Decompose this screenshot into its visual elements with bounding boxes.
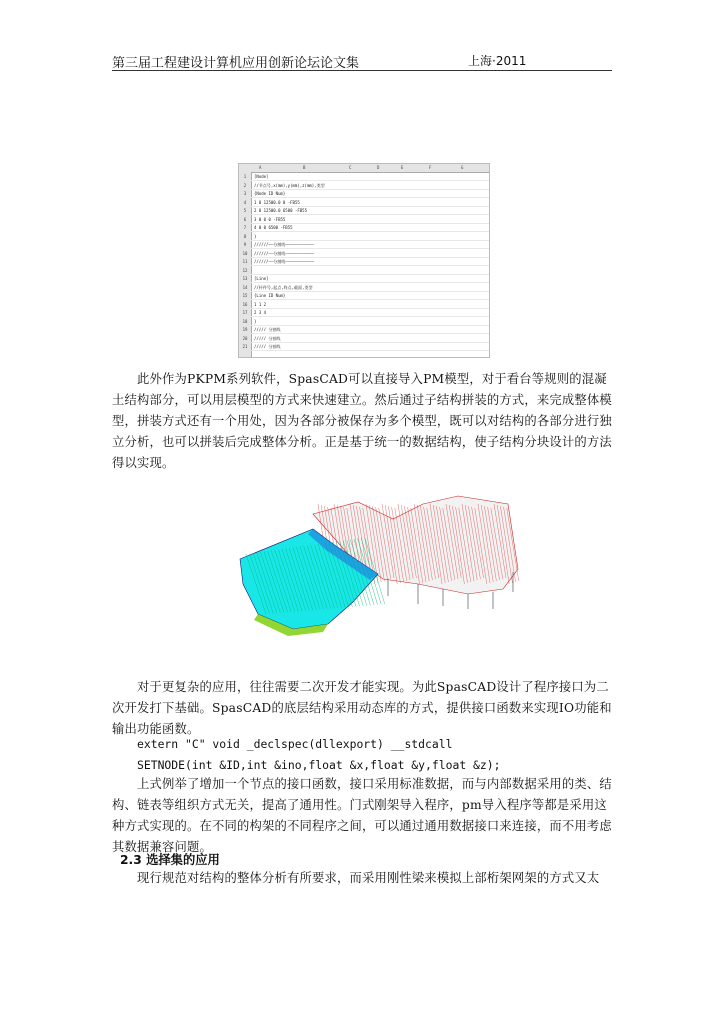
column-label: G <box>461 165 464 170</box>
row-number: 11 <box>242 259 248 264</box>
row-number: 14 <box>242 284 248 290</box>
paragraph-2 <box>112 677 612 740</box>
cell-text: //节点号,x(mm),y(mm),z(mm),类型 <box>254 182 325 188</box>
row-number: 10 <box>242 250 248 256</box>
row-number: 18 <box>242 318 248 324</box>
paragraph-3 <box>112 774 612 858</box>
row-number: 15 <box>242 293 248 298</box>
cell-text: 1 1 2 <box>254 301 267 307</box>
row-number: 1 <box>243 174 247 179</box>
paragraph-text: 此外作为PKPM系列软件，SpasCAD可以直接导入PM模型，对于看台等规则的混凝土结构部分，可以用层模型的方式来快速建立。然后通过子结构拼装的方式，来完成整体模型，拼装方式还有一个用处，因为各部分被保存为多个模型，既可以对结构的各部分进行独立分析，也可以拼装后完成整体分析。正是基于统一的数据结构，使子结构分块设计的方法得以实现。 <box>112 372 612 470</box>
spreadsheet-row <box>251 301 489 309</box>
spreadsheet-row <box>251 258 489 266</box>
column-label: B <box>303 165 306 170</box>
spreadsheet-column-header <box>239 164 489 173</box>
spreadsheet-row <box>251 284 489 292</box>
row-number: 20 <box>242 335 248 341</box>
cell-text: } <box>254 233 257 239</box>
code-line-2: SETNODE(int &ID,int &ino,float &x,float &y,float &z); <box>137 758 501 772</box>
cell-text: ///// 分割线 <box>254 327 281 332</box>
spreadsheet-row <box>251 309 489 317</box>
column-label: F <box>429 165 432 170</box>
column-label: D <box>377 165 380 170</box>
spreadsheet-row <box>251 250 489 258</box>
cell-text: //////——分割线———————————— <box>254 259 315 264</box>
row-number: 9 <box>243 242 247 247</box>
cell-text: } <box>254 318 257 324</box>
paragraph-4 <box>112 868 612 889</box>
spreadsheet-row <box>251 233 489 241</box>
spreadsheet-row <box>251 207 489 215</box>
row-number: 6 <box>243 216 247 222</box>
row-number: 8 <box>243 233 247 239</box>
column-label: E <box>401 165 404 170</box>
spreadsheet-row <box>251 267 489 275</box>
header-title: 第三届工程建设计算机应用创新论坛论文集 <box>112 56 360 71</box>
row-number: 4 <box>243 199 247 205</box>
spreadsheet-row <box>251 199 489 207</box>
paragraph-text: 上式例举了增加一个节点的接口函数，接口采用标准数据，而与内部数据采用的类、结构、链表等组织方式无关，提高了通用性。门式刚架导入程序，pm导入程序等都是采用这种方式实现的。在不同的构架的不同程序之间，可以通过通用数据接口来连接，而不用考虑其数据兼容问题。 <box>112 777 612 854</box>
header-location-year: 上海·2011 <box>468 54 527 68</box>
spreadsheet-row <box>251 292 489 300</box>
spreadsheet-row <box>251 335 489 343</box>
cell-text: ///// 分割线 <box>254 344 281 349</box>
spreadsheet-row <box>251 318 489 326</box>
row-number: 19 <box>242 327 248 332</box>
paragraph-text: 对于更复杂的应用，往往需要二次开发才能实现。为此SpasCAD设计了程序接口为二次开发打下基础。SpasCAD的底层结构采用动态库的方式，提供接口函数来实现IO功能和输出功能函数。 <box>112 680 612 736</box>
spreadsheet-row <box>251 343 489 351</box>
row-number: 7 <box>243 225 247 230</box>
row-number: 21 <box>242 344 248 349</box>
spreadsheet-row <box>251 190 489 198</box>
cell-text: ///// 分割线 <box>254 335 281 341</box>
spreadsheet-row <box>251 216 489 224</box>
cell-text: {Node ID Num} <box>254 191 286 196</box>
row-number: 17 <box>242 310 248 315</box>
spreadsheet-row <box>251 275 489 283</box>
cell-text: [Node] <box>254 174 269 179</box>
row-number: 12 <box>242 267 248 273</box>
row-number: 13 <box>242 276 248 281</box>
spreadsheet-figure <box>238 163 490 358</box>
row-number: 5 <box>243 208 247 213</box>
spreadsheet-row <box>251 224 489 232</box>
paragraph-text: 现行规范对结构的整体分析有所要求，而采用刚性梁来模拟上部桁架网架的方式又太 <box>137 871 600 885</box>
cell-text: 3 0 0 0 -FB55 <box>254 216 286 222</box>
cell-text: 4 0 0 6500 -FB55 <box>254 225 293 230</box>
cell-text: [Line] <box>254 276 269 281</box>
spreadsheet-row <box>251 326 489 334</box>
column-label: A <box>259 165 262 170</box>
row-number: 2 <box>243 182 247 188</box>
cell-text: 1 0 12500.0 0 -FB55 <box>254 199 300 205</box>
spreadsheet-row <box>251 241 489 249</box>
cell-text: //////——分割线———————————— <box>254 250 315 256</box>
paragraph-1 <box>112 369 612 474</box>
column-label: C <box>349 165 352 170</box>
row-number: 16 <box>242 301 248 307</box>
spreadsheet-row <box>251 173 489 181</box>
section-heading: 2.3 选择集的应用 <box>120 853 220 867</box>
row-number: 3 <box>243 191 247 196</box>
spreadsheet-row <box>251 182 489 190</box>
structure-model-figure <box>218 474 528 659</box>
cell-text: //////——分割线———————————— <box>254 242 315 247</box>
cell-text: //杆件号,起点,终点,截面,类型 <box>254 284 313 290</box>
cell-text: 2 3 4 <box>254 310 267 315</box>
cell-text: 2 0 12500.0 6500 -FB55 <box>254 208 307 213</box>
cell-text: {Line ID Num} <box>254 293 286 298</box>
code-line-1: extern "C" void _declspec(dllexport) __stdcall <box>137 737 453 751</box>
page-header <box>112 50 612 71</box>
